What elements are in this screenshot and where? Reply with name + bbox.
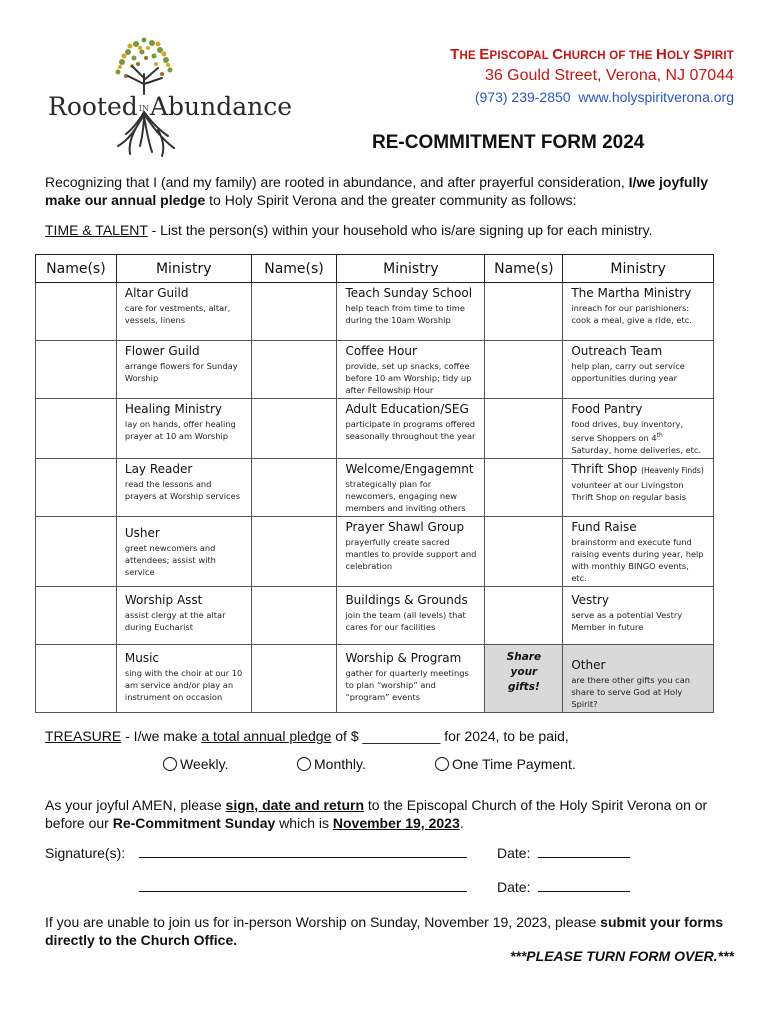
time-talent-label: TIME & TALENT [45,222,148,238]
church-phone: (973) 239-2850 [474,89,571,105]
ministry-cell: Worship Asst assist clergy at the altar during Eucharist [116,586,251,644]
ministry-cell: Flower Guild arrange flowers for Sunday Worship [116,341,251,399]
name-entry-cell[interactable] [36,644,117,712]
church-contact [450,89,734,105]
name-entry-cell[interactable] [36,341,117,399]
name-entry-cell[interactable] [485,516,563,586]
date-line-1[interactable] [538,842,630,858]
ministry-cell: Fund Raise brainstorm and execute fund raising events during year, help with monthly BINGO events, etc. [563,516,714,586]
church-name: THE EPISCOPAL CHURCH OF THE HOLY SPIRIT [450,46,734,63]
ministry-cell: Welcome/Engagemnt strategically plan for newcomers, engaging new members and inviting others [337,458,485,516]
column-header: Ministry [563,255,714,283]
table-header-row [36,255,714,283]
table-row [36,586,714,644]
name-entry-cell[interactable] [251,341,337,399]
name-entry-cell[interactable] [485,586,563,644]
recommitment-date: November 19, 2023 [332,815,460,831]
signature-line-2[interactable] [139,876,467,892]
date-line-2[interactable] [538,876,630,892]
radio-circle-icon[interactable] [163,757,177,771]
ministry-cell: Teach Sunday School help teach from time to time during the 10am Worship [337,283,485,341]
column-header: Ministry [337,255,485,283]
ministry-cell: Outreach Team help plan, carry out service opportunities during year [563,341,714,399]
name-entry-cell[interactable] [36,283,117,341]
table-row [36,644,714,712]
signature-line-1[interactable] [139,842,467,858]
name-entry-cell[interactable] [251,586,337,644]
amen-paragraph: As your joyful AMEN, please sign, date and return to the Episcopal Church of the Holy Spirit Verona on or before our Re-Commitment Sunday which is November 19, 2023. [45,797,708,831]
ministry-table [35,254,714,713]
column-header: Name(s) [36,255,117,283]
column-header: Name(s) [251,255,337,283]
name-entry-cell[interactable] [485,458,563,516]
name-entry-cell[interactable] [251,516,337,586]
treasure-label: TREASURE [45,728,122,744]
table-row [36,516,714,586]
radio-circle-icon[interactable] [435,757,449,771]
time-talent-paragraph: TIME & TALENT - List the person(s) within your household who is/are signing up for each ministry. [45,222,653,238]
date-label: Date: [497,879,531,895]
treasure-line: TREASURE - I/we make a total annual pledge of $ __________ for 2024, to be paid, [45,728,569,744]
name-entry-cell[interactable] [36,399,117,459]
signature-label: Signature(s): [45,845,126,861]
church-website[interactable]: www.holyspiritverona.org [578,89,734,105]
ministry-cell: Prayer Shawl Group prayerfully create sacred mantles to provide support and celebration [337,516,485,586]
column-header: Name(s) [485,255,563,283]
ministry-cell: Vestry serve as a potential Vestry Member in future [563,586,714,644]
ministry-cell: Lay Reader read the lessons and prayers at Worship services [116,458,251,516]
church-address: 36 Gould Street, Verona, NJ 07044 [484,67,734,84]
ministry-cell: Buildings & Grounds join the team (all levels) that cares for our facilities [337,586,485,644]
logo [48,34,293,162]
name-entry-cell[interactable] [485,341,563,399]
table-row [36,458,714,516]
form-title: RE-COMMITMENT FORM 2024 [372,132,645,153]
name-entry-cell[interactable] [485,399,563,459]
name-entry-cell[interactable] [251,283,337,341]
table-row [36,283,714,341]
share-gifts-cell[interactable] [485,644,563,712]
payment-option-weekly[interactable]: Weekly. [163,756,229,772]
turn-over-note: ***PLEASE TURN FORM OVER.*** [509,948,734,964]
ministry-cell: Healing Ministry lay on hands, offer healing prayer at 10 am Worship [116,399,251,459]
column-header: Ministry [116,255,251,283]
name-entry-cell[interactable] [251,399,337,459]
payment-option-one-time[interactable]: One Time Payment. [435,756,576,772]
ministry-cell: Thrift Shop (Heavenly Finds) volunteer at our Livingston Thrift Shop on regular basis [563,458,714,516]
ministry-cell: Usher greet newcomers and attendees; assist with service [116,516,251,586]
table-row [36,341,714,399]
name-entry-cell[interactable] [36,586,117,644]
ministry-cell: Food Pantry food drives, buy inventory, serve Shoppers on 4th Saturday, home deliveries, etc. [563,399,714,459]
ministry-cell: The Martha Ministry inreach for our parishioners: cook a meal, give a ride, etc. [563,283,714,341]
table-row [36,399,714,459]
ministry-cell: Adult Education/SEG participate in programs offered seasonally throughout the year [337,399,485,459]
date-label: Date: [497,845,531,861]
logo-text: RootedINAbundance [48,92,293,121]
payment-option-monthly[interactable]: Monthly. [297,756,366,772]
share-gifts-label: Share your gifts! [506,650,542,693]
name-entry-cell[interactable] [251,644,337,712]
closing-paragraph: If you are unable to join us for in-person Worship on Sunday, November 19, 2023, please submit your forms directly to the Church Office. [45,914,724,948]
ministry-cell: Coffee Hour provide, set up snacks, coffee before 10 am Worship; tidy up after Fellowship Hour [337,341,485,399]
radio-circle-icon[interactable] [297,757,311,771]
intro-paragraph: Recognizing that I (and my family) are rooted in abundance, and after prayerful consideration, I/we joyfully make our annual pledge to Holy Spirit Verona and the greater community as follows: [45,174,709,208]
name-entry-cell[interactable] [36,516,117,586]
church-header [450,46,734,105]
ministry-cell: Worship & Program gather for quarterly meetings to plan “worship” and “program” events [337,644,485,712]
name-entry-cell[interactable] [485,283,563,341]
name-entry-cell[interactable] [36,458,117,516]
ministry-cell: Altar Guild care for vestments, altar, vessels, linens [116,283,251,341]
name-entry-cell[interactable] [251,458,337,516]
ministry-cell: Other are there other gifts you can share to serve God at Holy Spirit? [563,644,714,712]
ministry-cell: Music sing with the choir at our 10 am service and/or play an instrument on occasion [116,644,251,712]
